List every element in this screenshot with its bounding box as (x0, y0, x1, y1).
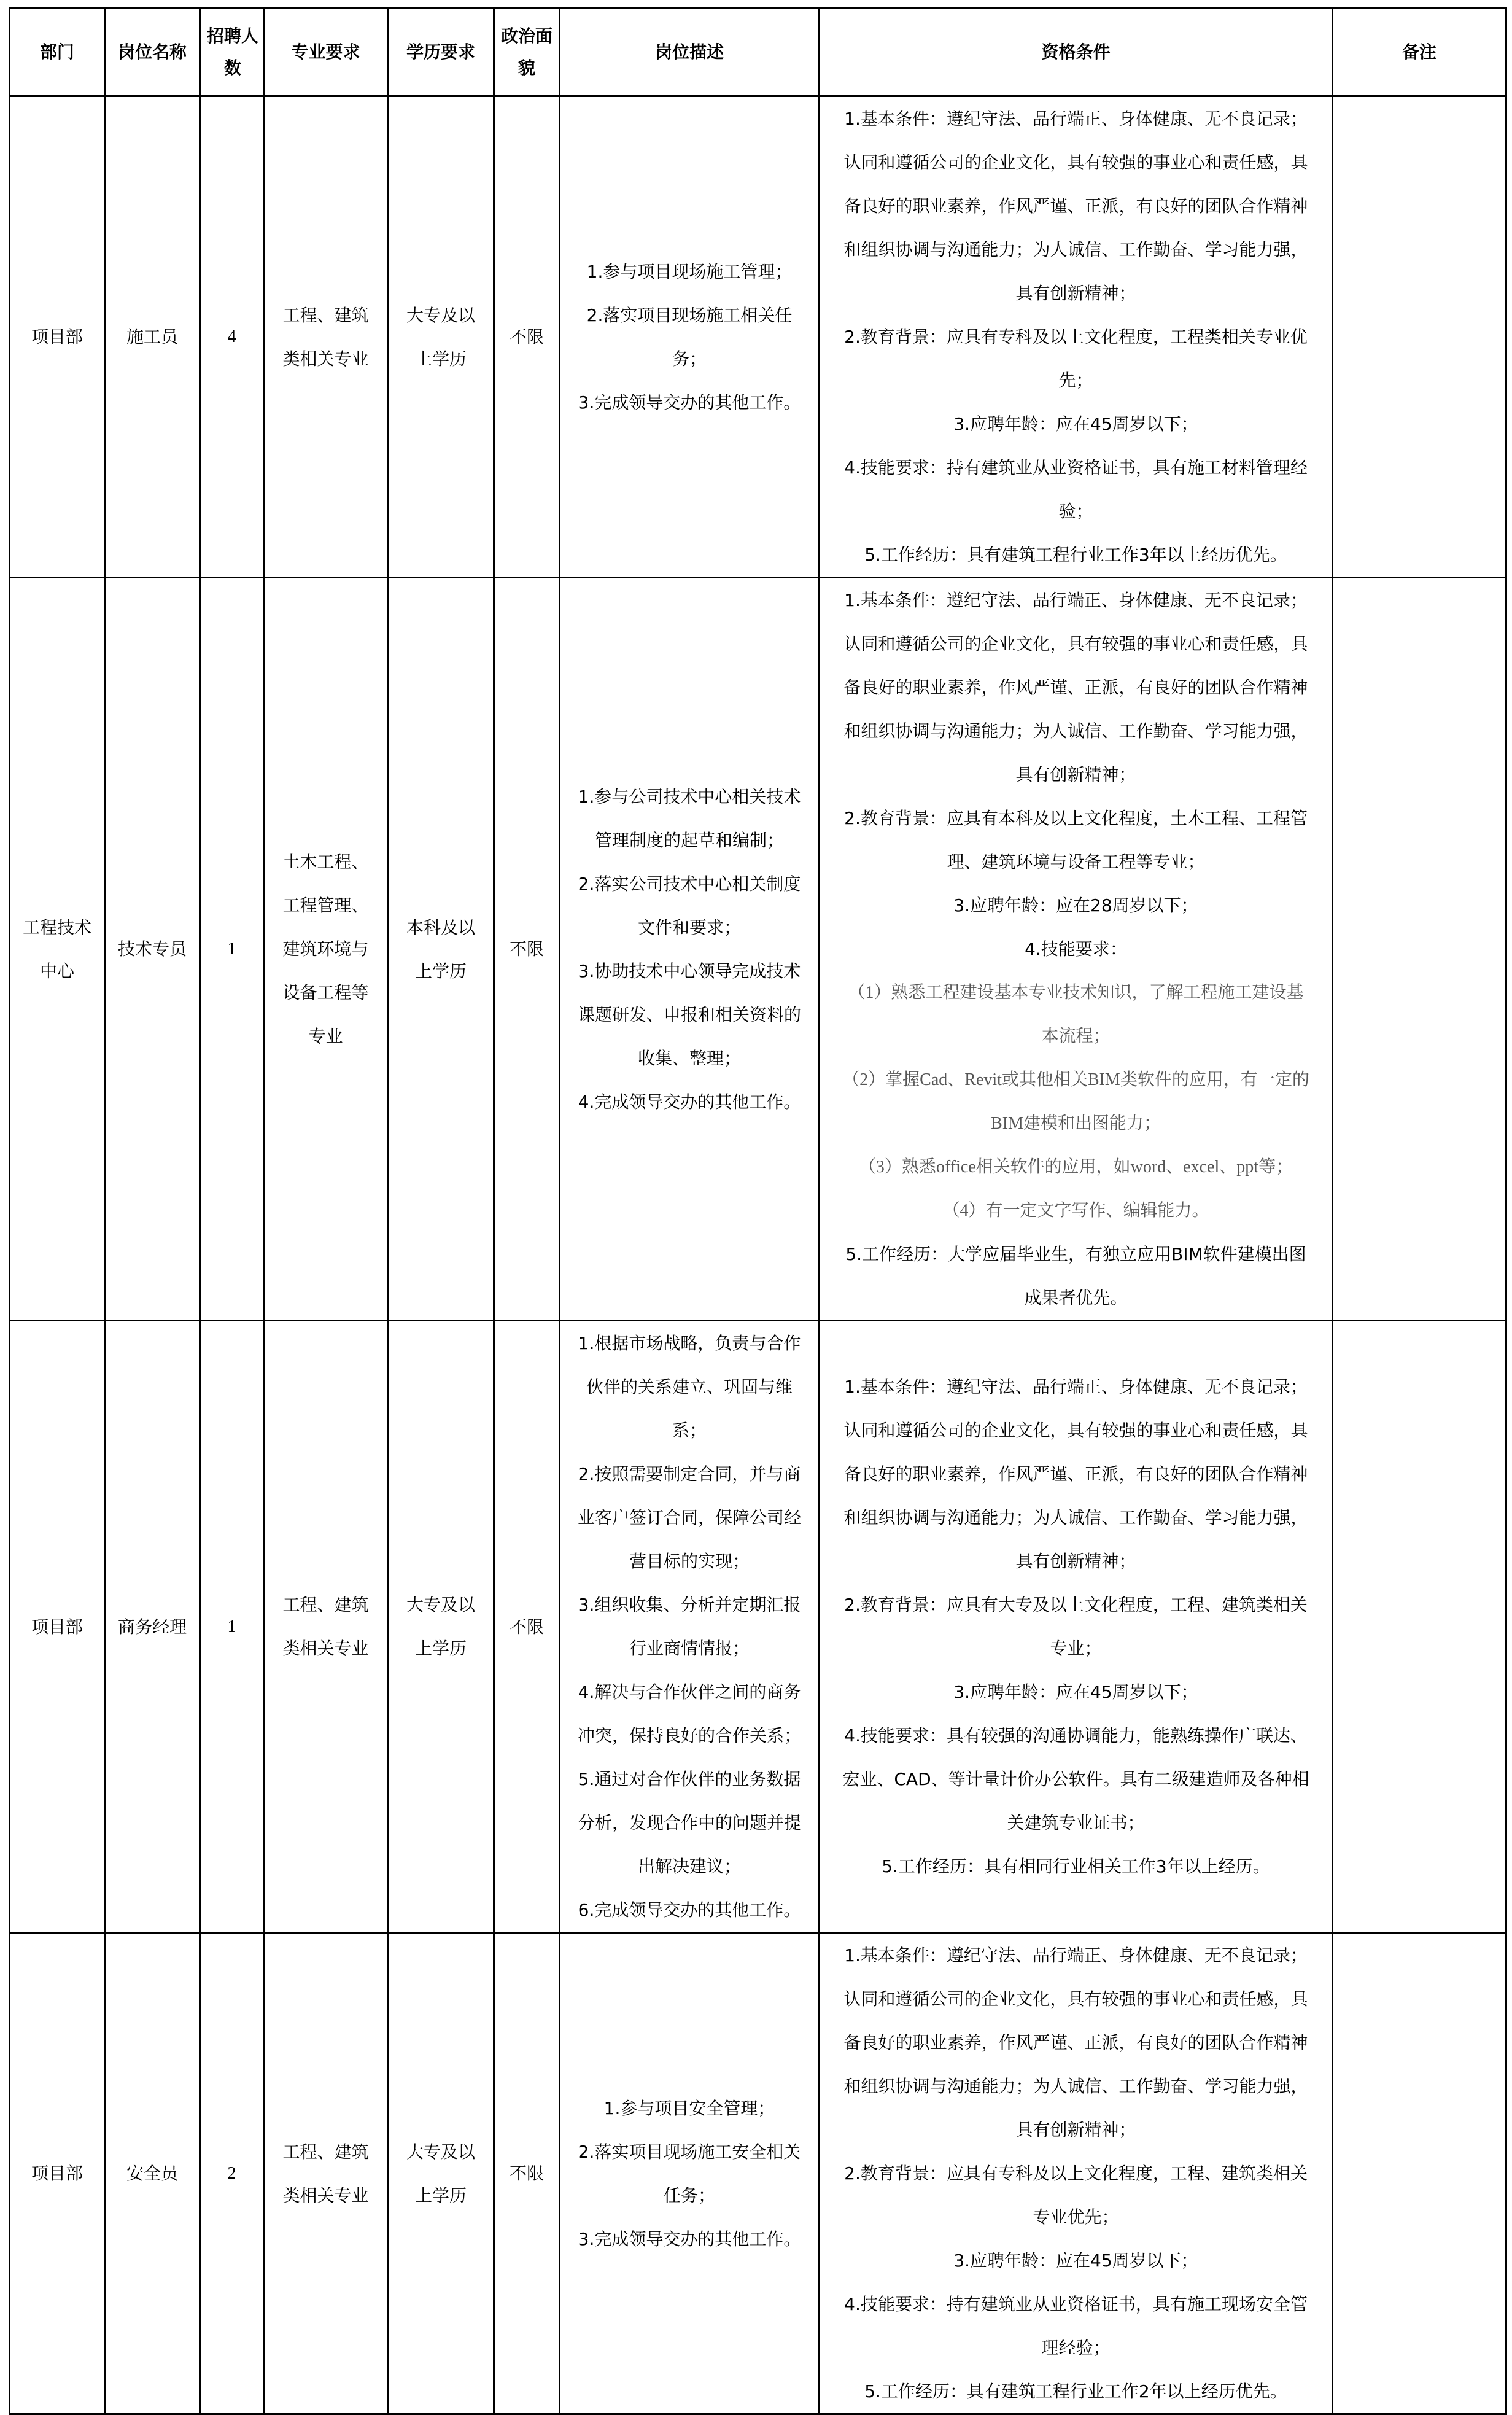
cell-description (560, 96, 820, 578)
cell-major-line: 工程管理、 (282, 895, 369, 916)
cell-qualifications-line: （4）有一定文字写作、编辑能力。 (942, 1201, 1209, 1220)
cell-qualifications-line: 1.基本条件：遵纪守法、品行端正、身体健康、无不良记录； (844, 1377, 1308, 1397)
cell-qualifications-line: 3.应聘年龄：应在45周岁以下； (953, 1682, 1198, 1702)
cell-count: 4 (200, 96, 264, 578)
cell-note (1333, 1933, 1506, 2414)
cell-education (388, 1933, 494, 2414)
cell-major (264, 578, 388, 1321)
cell-political: 不限 (494, 96, 560, 578)
table-row (10, 578, 1506, 1321)
cell-description (560, 1321, 820, 1933)
cell-count: 1 (200, 1321, 264, 1933)
cell-qualifications-line: 备良好的职业素养，作风严谨、正派，有良好的团队合作精神 (843, 196, 1308, 216)
cell-description-line: 3.完成领导交办的其他工作。 (578, 2228, 801, 2249)
cell-major-line: 类相关专业 (282, 1638, 369, 1659)
cell-description-line: 营目标的实现； (629, 1551, 750, 1571)
cell-qualifications-line: 具有创新精神； (1015, 764, 1136, 785)
cell-description-line: 收集、整理； (637, 1048, 741, 1068)
cell-major-line: 工程、建筑 (282, 305, 369, 325)
cell-political: 不限 (494, 1933, 560, 2414)
table-row (10, 1933, 1506, 2414)
cell-qualifications-line: 本流程； (1041, 1027, 1111, 1046)
cell-description-line: 6.完成领导交办的其他工作。 (578, 1900, 801, 1920)
cell-dept-line: 中心 (39, 960, 74, 981)
cell-education-line: 上学历 (414, 2185, 467, 2206)
cell-political: 不限 (494, 578, 560, 1321)
cell-qualifications (820, 1321, 1333, 1933)
cell-qualifications-line: 和组织协调与沟通能力；为人诚信、工作勤奋、学习能力强， (843, 239, 1308, 260)
cell-qualifications-line: 和组织协调与沟通能力；为人诚信、工作勤奋、学习能力强， (843, 2076, 1308, 2096)
cell-description-line: 务； (672, 348, 707, 369)
cell-description-line: 2.落实项目现场施工相关任 (586, 305, 793, 325)
cell-major-line: 专业 (308, 1026, 343, 1046)
cell-qualifications-line: BIM建模和出图能力； (991, 1114, 1161, 1133)
cell-description-line: 1.根据市场战略，负责与合作 (578, 1333, 801, 1353)
cell-qualifications-line: 认同和遵循公司的企业文化，具有较强的事业心和责任感，具 (843, 1420, 1308, 1441)
cell-description-line: 2.落实项目现场施工安全相关 (578, 2141, 801, 2162)
cell-qualifications-line: 专业； (1050, 1638, 1102, 1659)
header-education: 学历要求 (388, 9, 494, 96)
cell-position (105, 578, 200, 1321)
table-row (10, 96, 1506, 578)
cell-description-line: 分析，发现合作中的问题并提 (577, 1813, 801, 1833)
header-political: 政治面貌 (494, 9, 560, 96)
cell-description-line: 业客户签订合同，保障公司经 (577, 1507, 801, 1528)
cell-education-line: 大专及以 (406, 1595, 475, 1615)
cell-note (1333, 1321, 1506, 1933)
cell-description-line: 3.完成领导交办的其他工作。 (578, 392, 801, 413)
cell-position-line: 施工员 (126, 327, 178, 347)
cell-description-line: 1.参与公司技术中心相关技术 (578, 786, 801, 807)
header-qualifications: 资格条件 (820, 9, 1333, 96)
cell-description-line: 4.解决与合作伙伴之间的商务 (578, 1682, 801, 1702)
cell-qualifications-line: 5.工作经历：具有相同行业相关工作3年以上经历。 (882, 1856, 1270, 1876)
cell-qualifications-line: 3.应聘年龄：应在45周岁以下； (953, 2250, 1198, 2271)
cell-major (264, 1321, 388, 1933)
cell-education-line: 本科及以 (406, 917, 475, 938)
cell-qualifications-line: 备良好的职业素养，作风严谨、正派，有良好的团队合作精神 (843, 677, 1308, 698)
cell-qualifications-line: 宏业、CAD、等计量计价办公软件。具有二级建造师及各种相 (842, 1769, 1309, 1789)
cell-qualifications-line: 和组织协调与沟通能力；为人诚信、工作勤奋、学习能力强， (843, 721, 1308, 741)
cell-description-line: 3.组织收集、分析并定期汇报 (578, 1595, 801, 1615)
cell-qualifications (820, 1933, 1333, 2414)
cell-dept (10, 578, 105, 1321)
cell-education (388, 578, 494, 1321)
cell-qualifications-line: 5.工作经历：大学应届毕业生，有独立应用BIM软件建模出图 (845, 1244, 1306, 1264)
cell-position (105, 96, 200, 578)
cell-qualifications-line: 具有创新精神； (1015, 2120, 1136, 2140)
cell-qualifications-line: 理、建筑环境与设备工程等专业； (947, 852, 1205, 872)
cell-description-line: 1.参与项目现场施工管理； (586, 261, 793, 282)
cell-major (264, 1933, 388, 2414)
cell-description-line: 3.协助技术中心领导完成技术 (578, 960, 801, 981)
cell-qualifications-line: 认同和遵循公司的企业文化，具有较强的事业心和责任感，具 (843, 1989, 1308, 2009)
cell-position-line: 技术专员 (117, 939, 187, 959)
cell-qualifications-line: 具有创新精神； (1015, 1551, 1136, 1571)
cell-education (388, 1321, 494, 1933)
cell-description-line: 管理制度的起草和编制； (594, 830, 784, 850)
cell-major-line: 类相关专业 (282, 2185, 369, 2206)
cell-description (560, 578, 820, 1321)
cell-qualifications-line: （1）熟悉工程建设基本专业技术知识，了解工程施工建设基 (848, 983, 1304, 1002)
cell-education (388, 96, 494, 578)
cell-education-line: 大专及以 (406, 2141, 475, 2162)
cell-qualifications-line: 备良好的职业素养，作风严谨、正派，有良好的团队合作精神 (843, 2032, 1308, 2053)
cell-qualifications (820, 96, 1333, 578)
cell-education-line: 上学历 (414, 348, 467, 369)
cell-note (1333, 578, 1506, 1321)
cell-qualifications-line: 5.工作经历：具有建筑工程行业工作2年以上经历优先。 (864, 2381, 1287, 2401)
cell-position-line: 商务经理 (117, 1616, 187, 1637)
cell-description-line: 课题研发、申报和相关资料的 (577, 1004, 801, 1025)
cell-qualifications-line: 4.技能要求： (1025, 939, 1127, 959)
header-dept: 部门 (10, 9, 105, 96)
table-row (10, 1321, 1506, 1933)
cell-dept (10, 1321, 105, 1933)
cell-qualifications-line: 备良好的职业素养，作风严谨、正派，有良好的团队合作精神 (843, 1464, 1308, 1484)
cell-major-line: 设备工程等 (282, 982, 369, 1003)
cell-count: 2 (200, 1933, 264, 2414)
cell-dept-line: 项目部 (31, 1616, 83, 1637)
header-count: 招聘人数 (200, 9, 264, 96)
cell-qualifications-line: 成果者优先。 (1024, 1288, 1128, 1308)
cell-qualifications-line: （3）熟悉office相关软件的应用，如word、excel、ppt等； (858, 1157, 1293, 1176)
cell-education-line: 上学历 (414, 1638, 467, 1659)
cell-education-line: 大专及以 (406, 305, 475, 325)
cell-description-line: 伙伴的关系建立、巩固与维 (586, 1377, 793, 1397)
cell-qualifications-line: 和组织协调与沟通能力；为人诚信、工作勤奋、学习能力强， (843, 1507, 1308, 1528)
cell-dept-line: 工程技术 (22, 917, 91, 938)
cell-major-line: 类相关专业 (282, 348, 369, 369)
cell-description-line: 2.落实公司技术中心相关制度 (578, 873, 801, 894)
cell-description-line: 2.按照需要制定合同，并与商 (578, 1464, 801, 1484)
cell-qualifications-line: 2.教育背景：应具有大专及以上文化程度，工程、建筑类相关 (844, 1595, 1308, 1615)
cell-note (1333, 96, 1506, 578)
header-position: 岗位名称 (105, 9, 200, 96)
cell-major-line: 工程、建筑 (282, 2141, 369, 2162)
cell-qualifications-line: 先； (1058, 370, 1093, 391)
cell-position-line: 安全员 (126, 2163, 178, 2184)
cell-count: 1 (200, 578, 264, 1321)
cell-qualifications-line: 2.教育背景：应具有专科及以上文化程度，工程类相关专业优 (844, 327, 1308, 347)
cell-major-line: 工程、建筑 (282, 1595, 369, 1615)
cell-qualifications-line: 2.教育背景：应具有本科及以上文化程度，土木工程、工程管 (844, 808, 1308, 828)
cell-description-line: 4.完成领导交办的其他工作。 (578, 1091, 801, 1112)
cell-description-line: 1.参与项目安全管理； (603, 2098, 775, 2118)
cell-description-line: 行业商情情报； (629, 1638, 750, 1659)
cell-qualifications-line: 认同和遵循公司的企业文化，具有较强的事业心和责任感，具 (843, 634, 1308, 654)
cell-qualifications-line: 具有创新精神； (1015, 283, 1136, 303)
cell-qualifications-line: 认同和遵循公司的企业文化，具有较强的事业心和责任感，具 (843, 152, 1308, 173)
cell-qualifications-line: 验； (1058, 501, 1093, 521)
cell-qualifications-line: （2）掌握Cad、Revit或其他相关BIM类软件的应用，有一定的 (842, 1070, 1309, 1089)
cell-position (105, 1933, 200, 2414)
cell-qualifications-line: 专业优先； (1033, 2207, 1119, 2227)
cell-description-line: 系； (672, 1420, 707, 1441)
cell-dept (10, 1933, 105, 2414)
cell-major (264, 96, 388, 578)
cell-qualifications-line: 4.技能要求：持有建筑业从业资格证书，具有施工现场安全管 (844, 2294, 1308, 2314)
cell-qualifications-line: 1.基本条件：遵纪守法、品行端正、身体健康、无不良记录； (844, 1945, 1308, 1966)
cell-description-line: 出解决建议； (637, 1856, 741, 1876)
cell-qualifications-line: 1.基本条件：遵纪守法、品行端正、身体健康、无不良记录； (844, 109, 1308, 129)
cell-major-line: 建筑环境与 (282, 939, 369, 959)
header-row (10, 9, 1506, 96)
header-description: 岗位描述 (560, 9, 820, 96)
cell-description-line: 5.通过对合作伙伴的业务数据 (578, 1769, 801, 1789)
cell-qualifications (820, 578, 1333, 1321)
cell-qualifications-line: 3.应聘年龄：应在28周岁以下； (953, 895, 1198, 916)
cell-dept-line: 项目部 (31, 327, 83, 347)
header-note: 备注 (1333, 9, 1506, 96)
cell-qualifications-line: 2.教育背景：应具有专科及以上文化程度，工程、建筑类相关 (844, 2163, 1308, 2184)
table-body (10, 96, 1506, 2414)
cell-description-line: 冲突，保持良好的合作关系； (577, 1725, 801, 1746)
cell-description (560, 1933, 820, 2414)
cell-description-line: 任务； (663, 2185, 715, 2206)
cell-major-line: 土木工程、 (282, 852, 369, 872)
cell-qualifications-line: 3.应聘年龄：应在45周岁以下； (953, 414, 1198, 434)
cell-qualifications-line: 理经验； (1041, 2338, 1111, 2358)
cell-description-line: 文件和要求； (637, 917, 741, 938)
header-major: 专业要求 (264, 9, 388, 96)
cell-education-line: 上学历 (414, 960, 467, 981)
cell-position (105, 1321, 200, 1933)
recruitment-table (9, 7, 1507, 2415)
cell-dept (10, 96, 105, 578)
cell-political: 不限 (494, 1321, 560, 1933)
cell-qualifications-line: 关建筑专业证书； (1007, 1813, 1145, 1833)
cell-qualifications-line: 1.基本条件：遵纪守法、品行端正、身体健康、无不良记录； (844, 590, 1308, 610)
cell-dept-line: 项目部 (31, 2163, 83, 2184)
cell-qualifications-line: 5.工作经历：具有建筑工程行业工作3年以上经历优先。 (864, 545, 1287, 565)
cell-qualifications-line: 4.技能要求：持有建筑业从业资格证书，具有施工材料管理经 (844, 457, 1308, 478)
cell-qualifications-line: 4.技能要求：具有较强的沟通协调能力，能熟练操作广联达、 (844, 1725, 1308, 1746)
